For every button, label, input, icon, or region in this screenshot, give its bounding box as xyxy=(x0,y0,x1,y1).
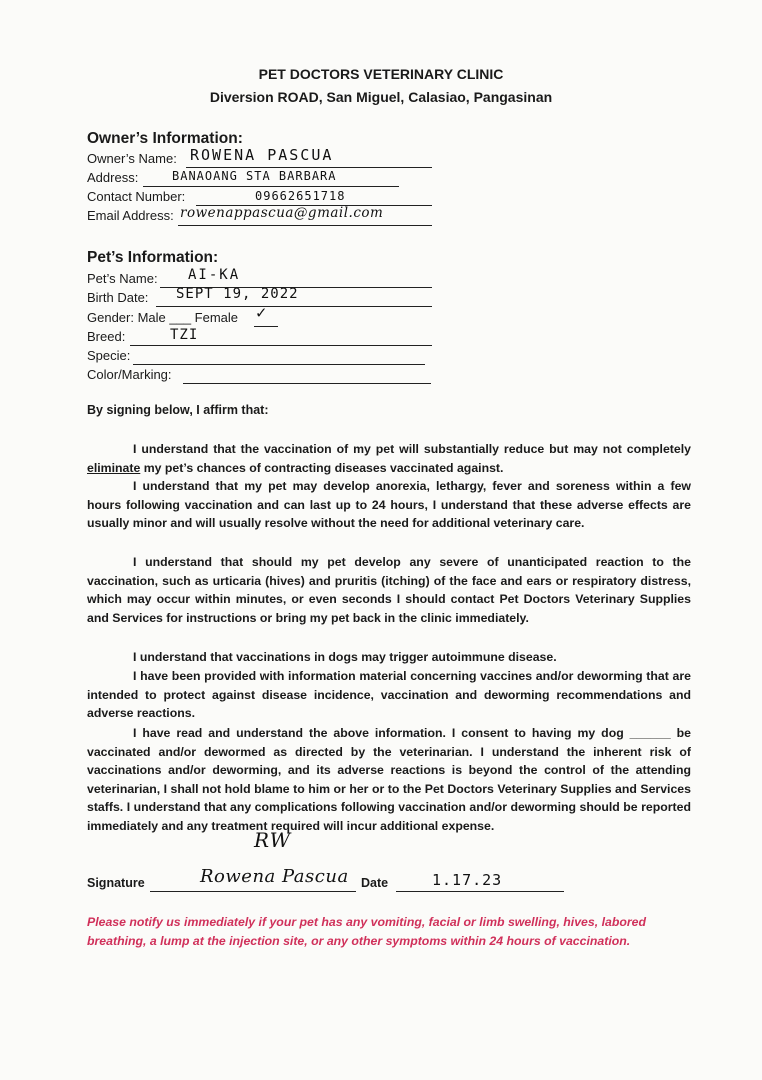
affirm-heading: By signing below, I affirm that: xyxy=(87,403,269,417)
paragraph-severe-reaction xyxy=(87,553,691,627)
p5-text: I have been provided with information material concerning vaccines and/or deworming that are intended to protect against disease incidence, vaccination and deworming recommendations and adverse reactions. xyxy=(87,669,691,721)
owner-address-row xyxy=(87,170,138,188)
pet-specie-row xyxy=(87,348,130,366)
female-checkmark-icon[interactable]: ✓ xyxy=(256,303,268,323)
female-line xyxy=(254,326,278,327)
signature-value[interactable]: Rowena Pascua xyxy=(200,866,349,887)
paragraph-vaccination-reduce xyxy=(87,440,691,477)
owner-email-label: Email Address: xyxy=(87,208,174,223)
date-value[interactable]: 1.17.23 xyxy=(432,871,503,889)
pet-birth-row xyxy=(87,290,148,308)
clinic-name: PET DOCTORS VETERINARY CLINIC xyxy=(258,66,504,82)
date-label: Date xyxy=(361,876,389,890)
pet-breed-row xyxy=(87,329,125,347)
owner-contact-label: Contact Number: xyxy=(87,189,186,204)
signature-label: Signature xyxy=(87,876,145,890)
owner-name-row xyxy=(87,151,177,169)
clinic-address: Diversion ROAD, San Miguel, Calasiao, Pangasinan xyxy=(209,89,553,105)
p2-text: I understand that my pet may develop anorexia, lethargy, fever and soreness within a few hours following vaccination and can last up to 24 hours, I understand that these adverse effects are usually minor and will usually resolve without the need for additional veterinary care. xyxy=(87,479,691,531)
pet-color-label: Color/Marking: xyxy=(87,367,172,382)
initials-handwritten: RW xyxy=(254,828,292,852)
paragraph-information-material xyxy=(87,667,691,723)
pet-info-heading: Pet’s Information: xyxy=(87,249,219,266)
pet-gender-row xyxy=(87,310,238,328)
pet-breed-line xyxy=(130,345,432,346)
owner-address-value[interactable]: BANAOANG STA BARBARA xyxy=(172,169,337,183)
owner-name-value[interactable]: ROWENA PASCUA xyxy=(190,146,334,164)
owner-email-line xyxy=(178,225,432,226)
owner-info-heading: Owner’s Information: xyxy=(87,130,243,147)
pet-name-value[interactable]: AI-KA xyxy=(188,267,241,283)
pet-gender-label: Gender: Male ___ Female xyxy=(87,310,239,325)
date-line xyxy=(396,891,564,892)
owner-email-row xyxy=(87,208,174,226)
owner-contact-value[interactable]: 09662651718 xyxy=(255,189,346,203)
pet-birth-value[interactable]: SEPT 19, 2022 xyxy=(176,286,299,302)
pet-birth-line xyxy=(156,306,432,307)
owner-email-value[interactable]: rowenappascua@gmail.com xyxy=(180,205,384,221)
pet-breed-value[interactable]: TZI xyxy=(170,327,199,343)
signature-line xyxy=(150,891,356,892)
pet-specie-line xyxy=(133,364,425,365)
pet-name-row xyxy=(87,271,158,289)
pet-name-label: Pet’s Name: xyxy=(87,271,158,286)
notice-text: Please notify us immediately if your pet has any vomiting, facial or limb swelling, hives, labored breathing, a lump at the injection site, or any other symptoms within 24 hours of vaccination. xyxy=(87,915,646,948)
owner-address-line xyxy=(143,186,399,187)
p1-underlined: eliminate xyxy=(87,460,141,475)
pet-color-row xyxy=(87,367,172,385)
paragraph-consent xyxy=(87,724,691,836)
p1-post: my pet’s chances of contracting diseases vaccinated against. xyxy=(140,460,504,475)
owner-name-line xyxy=(186,167,432,168)
pet-specie-label: Specie: xyxy=(87,348,131,363)
p4-text: I understand that vaccinations in dogs may trigger autoimmune disease. xyxy=(133,650,557,664)
pet-breed-label: Breed: xyxy=(87,329,126,344)
p1-pre: I understand that the vaccination of my pet will substantially reduce but may not completely xyxy=(133,442,691,456)
p6-text: I have read and understand the above information. I consent to having my dog ______ be vaccinated and/or dewormed as directed by the veterinarian. I understand the inherent risk of vaccinations and/or deworming, and its adverse reactions is beyond the control of the attending veterinarian, I shall not hold blame to him or her or to the Pet Doctors Veterinary Supplies and Services staffs. I understand that any complications following vaccination and/or deworming should be reported immediately and any treatment required will incur additional expense. xyxy=(87,726,691,833)
owner-address-label: Address: xyxy=(87,170,139,185)
owner-name-label: Owner’s Name: xyxy=(87,151,177,166)
pet-color-line xyxy=(183,383,431,384)
p3-text: I understand that should my pet develop any severe of unanticipated reaction to the vaccination, such as urticaria (hives) and pruritis (itching) of the face and ears or respiratory distress, which may occur within minutes, or even seconds I should contact Pet Doctors Veterinary Supplies and Services for instructions or bring my pet back in the clinic immediately. xyxy=(87,555,691,625)
pet-birth-label: Birth Date: xyxy=(87,290,149,305)
owner-contact-row xyxy=(87,189,185,207)
paragraph-side-effects xyxy=(87,477,691,533)
paragraph-autoimmune xyxy=(87,648,691,667)
